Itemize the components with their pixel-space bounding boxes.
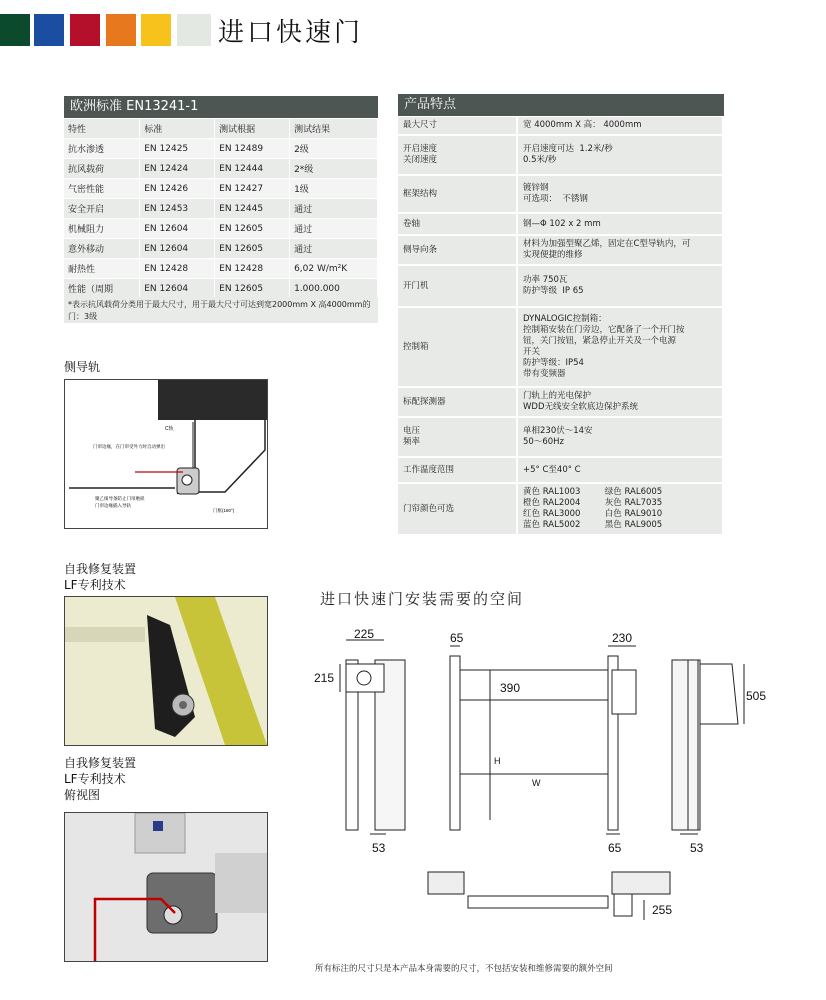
feature-label xyxy=(398,235,517,265)
feature-label xyxy=(398,457,517,483)
table-cell: 耐热性 xyxy=(64,259,140,279)
feature-value xyxy=(517,483,723,535)
feature-label-text: 最大尺寸 xyxy=(403,120,438,130)
table-cell: EN 12605 xyxy=(215,279,290,299)
feature-value-text: +5° C至40° C xyxy=(523,464,581,475)
pivot-wheel xyxy=(164,906,182,924)
feature-value-text: 镀锌钢 可选项： 不锈钢 xyxy=(523,183,588,204)
feature-row xyxy=(398,175,723,213)
feature-label xyxy=(398,135,517,175)
front-motor xyxy=(612,670,636,714)
callout-pe-strip: 聚乙烯导条防止门帘磨损 xyxy=(95,496,145,501)
feature-row xyxy=(398,265,723,307)
table-cell: 1级 xyxy=(290,179,378,199)
dimensions-footnote: 所有标注的尺寸只是本产品本身需要的尺寸，不包括安装和维修需要的额外空间 xyxy=(315,964,613,974)
table-cell: 气密性能 xyxy=(64,179,140,199)
table-cell: 安全开启 xyxy=(64,199,140,219)
table-cell: EN 12428 xyxy=(140,259,215,279)
table-cell: 意外移动 xyxy=(64,239,140,259)
dim-label-215: 215 xyxy=(314,671,335,685)
feature-row xyxy=(398,135,723,175)
table-cell: EN 12489 xyxy=(215,139,290,159)
color-swatch-green xyxy=(0,14,30,46)
front-view xyxy=(450,646,636,834)
feature-label xyxy=(398,483,517,535)
feature-label-text: 标配探测器 xyxy=(403,396,446,407)
table-row xyxy=(64,259,378,279)
feature-row xyxy=(398,387,723,417)
table-cell: EN 12444 xyxy=(215,159,290,179)
self-repair-drawing xyxy=(65,597,267,745)
features-table-wrap xyxy=(398,117,724,536)
right-motor-box xyxy=(700,664,738,724)
feature-value-text: 宽 4000mm X 高： 4000mm xyxy=(523,120,642,130)
feature-value xyxy=(517,135,723,175)
page-title: 进口快速门 xyxy=(218,18,364,48)
feature-label-text: 开启速度 关闭速度 xyxy=(403,144,438,165)
table-cell: 通过 xyxy=(290,239,378,259)
top-view-caption-2: LF专利技术 xyxy=(64,772,126,786)
motor-housing xyxy=(135,813,185,853)
table-cell: 通过 xyxy=(290,219,378,239)
table-cell: EN 12604 xyxy=(140,279,215,299)
standards-heading: 欧洲标准 EN13241-1 xyxy=(64,96,378,118)
table-cell: EN 12445 xyxy=(215,199,290,219)
table-row xyxy=(64,199,378,219)
feature-value-text: 单相230伏～14安 50～60Hz xyxy=(523,426,593,447)
table-cell: EN 12425 xyxy=(140,139,215,159)
table-cell: 6,02 W/m²K xyxy=(290,259,378,279)
table-row xyxy=(64,139,378,159)
side-rail-drawing xyxy=(65,380,267,528)
feature-value xyxy=(517,117,723,135)
color-swatch-blue xyxy=(34,14,64,46)
feature-label xyxy=(398,307,517,387)
dimension-drawing xyxy=(300,620,780,950)
wall-block xyxy=(158,380,267,420)
side-view-right xyxy=(672,660,744,834)
dimensions-title: 进口快速门安装需要的空间 xyxy=(320,590,525,608)
top-view-figure xyxy=(64,812,268,962)
table-cell: 2级 xyxy=(290,139,378,159)
feature-label xyxy=(398,117,517,135)
bolt xyxy=(182,475,192,485)
feature-label xyxy=(398,175,517,213)
feature-row xyxy=(398,213,723,235)
plan-motor xyxy=(614,894,632,916)
feature-value-text: 功率 750瓦 防护等级 IP 65 xyxy=(523,275,584,296)
feature-value xyxy=(517,265,723,307)
feature-value-text: DYNALOGIC控制箱： 控制箱安装在门旁边，它配备了一个开门按 钮，关门按钮，紧急停止开关及一个电源 开关 防护等级：IP54 带有变频器 xyxy=(523,314,685,379)
dim-label-65: 65 xyxy=(450,631,464,645)
table-cell: 通过 xyxy=(290,199,378,219)
plan-view xyxy=(428,872,673,920)
table-cell: EN 12427 xyxy=(215,179,290,199)
side-rail-caption: 侧导轨 xyxy=(64,360,101,374)
callout-insert: 门帘边缘插入导轨 xyxy=(95,503,131,508)
feature-value xyxy=(517,235,723,265)
table-row xyxy=(64,239,378,259)
color-swatch-yellow xyxy=(141,14,171,46)
standards-column-header: 特性 xyxy=(64,119,140,139)
standards-column-header: 测试结果 xyxy=(290,119,378,139)
feature-label-text: 开门机 xyxy=(403,280,429,291)
standards-table xyxy=(64,119,378,299)
feature-label-text: 电压 频率 xyxy=(403,426,421,447)
callout-curtain-edge: 门帘边缘，在门帘受外力时自动弹出 xyxy=(93,444,165,449)
feature-row xyxy=(398,235,723,265)
feature-row xyxy=(398,483,723,535)
plan-drum xyxy=(468,896,608,908)
roller-hub xyxy=(179,701,187,709)
feature-label xyxy=(398,387,517,417)
features-table xyxy=(398,117,724,536)
feature-label-text: 控制箱 xyxy=(403,341,429,352)
feature-row xyxy=(398,417,723,457)
table-cell: 1.000.000 xyxy=(290,279,378,299)
table-cell: EN 12428 xyxy=(215,259,290,279)
front-left-post xyxy=(450,656,460,830)
plan-wall-left xyxy=(428,872,464,894)
feature-label xyxy=(398,213,517,235)
self-repair-caption-2: LF专利技术 xyxy=(64,578,126,592)
blue-component xyxy=(153,821,163,831)
dim-label-53a: 53 xyxy=(372,841,386,855)
feature-value-text: 黄色 RAL1003 绿色 RAL6005 橙色 RAL2004 灰色 RAL7035 红色 RAL3000 白色 RAL9010 蓝色 RAL5002 黑色 RAL9005 xyxy=(523,487,663,530)
right-wall xyxy=(672,660,700,830)
dim-label-255: 255 xyxy=(652,903,673,917)
feature-row xyxy=(398,307,723,387)
standards-note: *表示抗风载荷分类用于最大尺寸，用于最大尺寸可达到宽2000mm X 高4000mm的门：3级 xyxy=(64,297,378,323)
self-repair-caption-1: 自我修复装置 xyxy=(64,562,137,576)
dim-label-225: 225 xyxy=(354,627,375,641)
plan-wall-right xyxy=(612,872,670,894)
top-view-drawing xyxy=(65,813,267,961)
bracket-top xyxy=(65,627,145,642)
table-cell: EN 12605 xyxy=(215,239,290,259)
table-cell: EN 12605 xyxy=(215,219,290,239)
features-heading: 产品特点 xyxy=(398,94,724,116)
feature-value-text: 门轨上的光电保护 WDD无线安全软底边保护系统 xyxy=(523,391,638,412)
feature-row xyxy=(398,117,723,135)
table-row xyxy=(64,179,378,199)
feature-value xyxy=(517,307,723,387)
table-cell: 性能（周期 xyxy=(64,279,140,299)
table-cell: EN 12424 xyxy=(140,159,215,179)
table-row xyxy=(64,219,378,239)
feature-value xyxy=(517,387,723,417)
feature-label-text: 卷轴 xyxy=(403,218,421,229)
table-cell: 机械阻力 xyxy=(64,219,140,239)
feature-label-text: 侧导向条 xyxy=(403,244,438,255)
feature-value xyxy=(517,213,723,235)
standards-header-row xyxy=(64,119,378,139)
standards-column-header: 标准 xyxy=(140,119,215,139)
callout-c-rail: C轨 xyxy=(165,426,174,432)
top-view-caption-3: 俯视图 xyxy=(64,788,101,802)
table-cell: 抗水渗透 xyxy=(64,139,140,159)
feature-value-text: 材料为加强型聚乙烯，固定在C型导轨内，可 实现便捷的维修 xyxy=(523,239,691,260)
table-cell: 2*级 xyxy=(290,159,378,179)
color-swatch-orange xyxy=(106,14,136,46)
feature-value xyxy=(517,457,723,483)
dim-label-65b: 65 xyxy=(608,841,622,855)
feature-value xyxy=(517,417,723,457)
feature-label-text: 工作温度范围 xyxy=(403,464,455,475)
dim-label-230: 230 xyxy=(612,631,633,645)
dim-label-390: 390 xyxy=(500,681,521,695)
feature-label-text: 门帘颜色可选 xyxy=(403,503,455,514)
callout-frame: 门框(180°) xyxy=(213,508,235,513)
color-swatch-light xyxy=(177,14,211,46)
feature-value-text: 开启速度可达 1.2米/秒 0.5米/秒 xyxy=(523,144,613,165)
table-cell: EN 12453 xyxy=(140,199,215,219)
table-cell: EN 12426 xyxy=(140,179,215,199)
side-frame xyxy=(215,853,267,913)
feature-label xyxy=(398,265,517,307)
side-view-left xyxy=(340,640,405,834)
feature-row xyxy=(398,457,723,483)
feature-value xyxy=(517,175,723,213)
dim-label-505: 505 xyxy=(746,689,767,703)
side-rail-figure xyxy=(64,379,268,529)
table-cell: EN 12604 xyxy=(140,219,215,239)
dim-label-h: H xyxy=(494,756,501,766)
table-cell: EN 12604 xyxy=(140,239,215,259)
feature-label-text: 框架结构 xyxy=(403,188,438,199)
standards-table-wrap xyxy=(64,119,378,299)
standards-column-header: 测试根据 xyxy=(215,119,290,139)
front-drum xyxy=(460,670,608,700)
feature-label xyxy=(398,417,517,457)
color-swatch-red xyxy=(70,14,100,46)
left-drum xyxy=(346,664,384,692)
dim-label-w: W xyxy=(532,778,541,788)
dim-label-53b: 53 xyxy=(690,841,704,855)
self-repair-figure xyxy=(64,596,268,746)
repair-unit xyxy=(147,873,217,933)
table-row xyxy=(64,159,378,179)
table-cell: 抗风载荷 xyxy=(64,159,140,179)
feature-value-text: 钢—Φ 102 x 2 mm xyxy=(523,218,601,229)
table-row xyxy=(64,279,378,299)
top-view-caption-1: 自我修复装置 xyxy=(64,756,137,770)
